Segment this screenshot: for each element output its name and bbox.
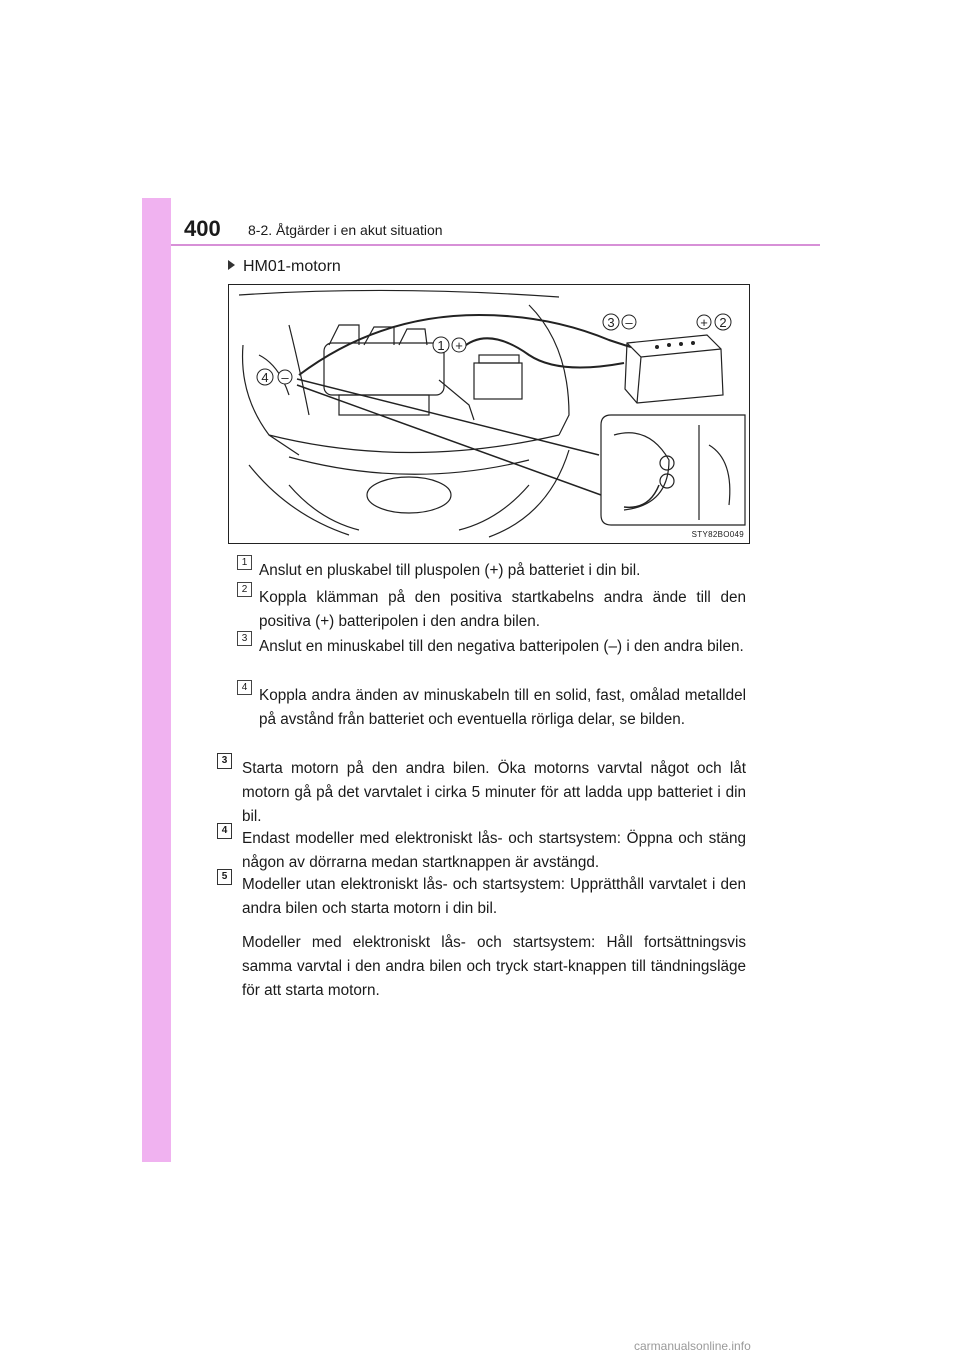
svg-text:+: +	[700, 315, 708, 330]
sub-item-3	[240, 635, 746, 659]
triangle-bullet-icon	[228, 260, 235, 270]
callout-3: 3	[607, 315, 615, 330]
step-4	[217, 827, 746, 875]
sub-item-1	[240, 559, 746, 583]
step-text	[242, 757, 746, 829]
sub-item-text: Koppla klämman på den positiva startkabelns andra ände till den positiva (+) batteripolen i den andra bilen.	[259, 589, 746, 630]
hood-edge	[239, 290, 559, 297]
number-badge: 2	[237, 582, 252, 597]
step-paragraph: Modeller utan elektroniskt lås- och startsystem: Upprätthåll varvtalet i den andra bilen och starta motorn i din bil.	[242, 876, 746, 917]
page-number: 400	[184, 216, 221, 241]
number-badge: 1	[237, 555, 252, 570]
car-battery	[474, 363, 522, 399]
step-5	[217, 873, 746, 1003]
subheading	[228, 258, 341, 276]
callout-1: 1	[437, 338, 445, 353]
step-text	[242, 873, 746, 1003]
sub-item-4	[240, 684, 746, 732]
sub-item-text: Anslut en pluskabel till pluspolen (+) på batteriet i din bil.	[259, 562, 641, 579]
number-badge: 4	[237, 680, 252, 695]
figure-code: STY82BO049	[691, 530, 744, 539]
step-badge: 5	[217, 869, 232, 885]
subheading-text: HM01-motorn	[243, 258, 341, 275]
chapter-side-band	[142, 198, 171, 1162]
step-text	[242, 827, 746, 875]
jump-start-diagram	[229, 285, 749, 543]
callout-4: 4	[261, 370, 269, 385]
svg-text:+: +	[455, 338, 463, 353]
sub-item-2	[240, 586, 746, 634]
sub-item-text: Koppla andra änden av minuskabeln till en solid, fast, omålad metalldel på avstånd från batteriet och eventuella rörliga delar, se bilden.	[259, 687, 746, 728]
sub-item-text: Anslut en minuskabel till den negativa batteripolen (–) i den andra bilen.	[259, 638, 744, 655]
footer-watermark: carmanualsonline.info	[634, 1339, 751, 1353]
step-paragraph: Modeller med elektroniskt lås- och startsystem: Håll fortsättningsvis samma varvtal i den andra bilen och tryck start-knappen till tändningsläge för att starta motorn.	[242, 934, 746, 999]
step-paragraph: Endast modeller med elektroniskt lås- och startsystem: Öppna och stäng någon av dörrarna medan startknappen är avstängd.	[242, 830, 746, 871]
section-title: 8-2. Åtgärder i en akut situation	[248, 222, 443, 238]
header-rule	[171, 244, 820, 246]
step-paragraph: Starta motorn på den andra bilen. Öka motorns varvtal något och låt motorn gå på det varvtalet i cirka 5 minuter för att ladda upp batteriet i din bil.	[242, 760, 746, 825]
step-3	[217, 757, 746, 829]
svg-text:–: –	[281, 370, 289, 385]
callout-2: 2	[719, 315, 727, 330]
number-badge: 3	[237, 631, 252, 646]
step-badge: 3	[217, 753, 232, 769]
emblem	[367, 477, 451, 513]
svg-text:–: –	[625, 315, 633, 330]
engine-illustration	[228, 284, 750, 544]
step-badge: 4	[217, 823, 232, 839]
